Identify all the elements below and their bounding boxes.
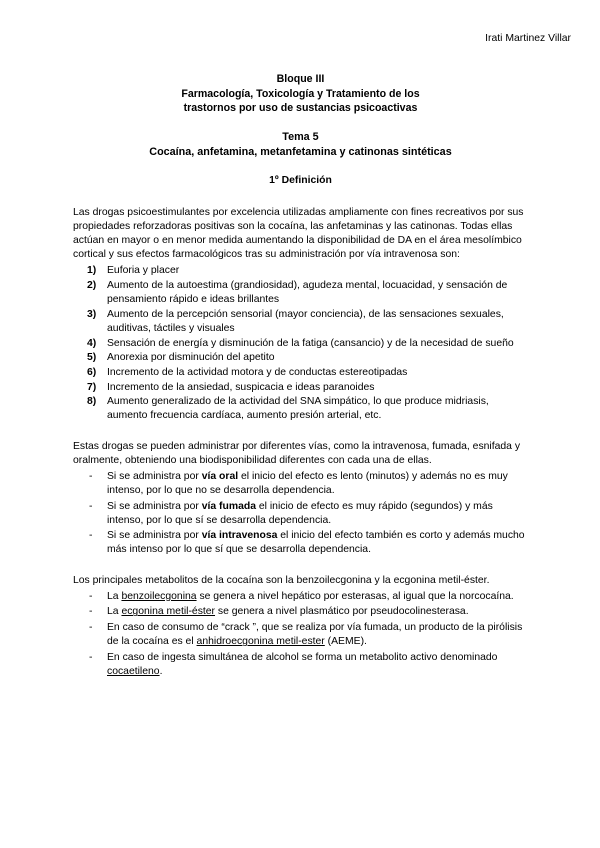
item-text: Incremento de la ansiedad, suspicacia e ideas paranoides — [107, 381, 375, 393]
block-title-line-1: Bloque III — [276, 73, 325, 86]
author-name: Irati Martinez Villar — [485, 33, 571, 44]
list-item — [73, 308, 528, 336]
item-number: 8) — [87, 396, 97, 408]
item-text: La — [107, 590, 122, 602]
item-text: Sensación de energía y disminución de la fatiga (cansancio) y de la necesidad de sueño — [107, 337, 514, 349]
dash-marker: - — [89, 651, 93, 663]
list-item — [73, 395, 528, 423]
routes-paragraph: Estas drogas se pueden administrar por diferentes vías, como la intravenosa, fumada, esnifada y oralmente, obteniendo una biodisponibilidad diferentes con cada una de ellas. — [73, 440, 521, 466]
item-text: Euforia y placer — [107, 265, 180, 277]
list-item — [73, 366, 528, 380]
metabolite-name: anhidroecgonina metil-ester — [196, 636, 325, 648]
item-text: Si se administra por — [107, 470, 202, 482]
dash-marker: - — [89, 606, 93, 618]
block-title — [73, 72, 528, 116]
item-text: En caso de consumo de “crack ”, que se realiza por vía fumada, un producto de la pirólisis de la cocaína es el — [107, 622, 523, 648]
list-item — [73, 470, 528, 498]
metabolites-paragraph: Los principales metabolitos de la cocaína son la benzoilecgonina y la ecgonina metil-éster. — [73, 574, 490, 586]
route-name: vía oral — [201, 470, 239, 482]
item-number: 6) — [87, 366, 97, 378]
list-item — [73, 590, 528, 604]
item-text: el inicio de efecto es muy rápido (segundos) y más intenso, por lo que sí se desarrolla dependencia. — [107, 500, 493, 526]
route-name: vía intravenosa — [201, 530, 278, 542]
effects-list — [73, 264, 528, 423]
item-text: se genera a nivel hepático por esterasas, al igual que la norcocaína. — [196, 590, 514, 602]
item-number: 4) — [87, 337, 97, 349]
item-text: La — [107, 606, 122, 618]
item-text: se genera a nivel plasmático por pseudocolinesterasa. — [215, 606, 469, 618]
block-title-line-2: Farmacología, Toxicología y Tratamiento de los — [181, 87, 420, 100]
item-text: Incremento de la actividad motora y de conductas estereotipadas — [107, 366, 408, 378]
item-text: el inicio del efecto también es corto y además mucho más intenso por lo que sí que se desarrolla dependencia. — [107, 530, 525, 556]
metabolite-name: ecgonina metil-éster — [121, 606, 216, 618]
metabolite-name: benzoilecgonina — [121, 590, 197, 602]
item-text: Aumento de la autoestima (grandiosidad), agudeza mental, locuacidad, y sensación de pensamiento rápido e ideas brillantes — [107, 280, 508, 306]
metabolites-list — [73, 590, 528, 679]
item-text: . — [159, 665, 163, 677]
metabolite-name: cocaetileno — [107, 665, 160, 677]
topic-title — [73, 130, 528, 160]
list-item — [73, 651, 528, 679]
section-heading: 1º Definición — [269, 174, 332, 186]
dash-marker: - — [89, 622, 93, 634]
topic-number: Tema 5 — [282, 130, 319, 143]
list-item — [73, 500, 528, 528]
item-text: (AEME). — [324, 636, 367, 648]
intro-paragraph: Las drogas psicoestimulantes por excelencia utilizadas ampliamente con fines recreativos por sus propiedades reforzadoras positivas son la cocaína, las anfetaminas y las catinonas. Todas ellas actúan en mayor o en menor medida aumentando la disponibilidad de DA en el área mesolímbico cortical y sus efectos farmacológicos tras su administración por vía intravenosa son: — [73, 206, 524, 261]
topic-name: Cocaína, anfetamina, metanfetamina y catinonas sintéticas — [149, 145, 452, 158]
block-title-line-3: trastornos por uso de sustancias psicoactivas — [183, 102, 418, 115]
list-item — [73, 605, 528, 619]
list-item — [73, 351, 528, 365]
item-number: 1) — [87, 265, 97, 277]
dash-marker: - — [89, 470, 93, 482]
item-text: Aumento generalizado de la actividad del SNA simpático, lo que produce midriasis, aumento frecuencia cardíaca, aumento presión arterial, etc. — [107, 396, 489, 422]
route-name: vía fumada — [201, 500, 257, 512]
dash-marker: - — [89, 500, 93, 512]
item-number: 5) — [87, 352, 97, 364]
item-text: Si se administra por — [107, 500, 202, 512]
list-item — [73, 381, 528, 395]
item-text: Si se administra por — [107, 530, 202, 542]
dash-marker: - — [89, 590, 93, 602]
dash-marker: - — [89, 530, 93, 542]
item-number: 7) — [87, 381, 97, 393]
list-item — [73, 337, 528, 351]
list-item — [73, 529, 528, 557]
item-text: el inicio del efecto es lento (minutos) y además no es muy intenso, por lo que no se desarrolla dependencia. — [107, 470, 508, 496]
item-text: En caso de ingesta simultánea de alcohol se forma un metabolito activo denominado — [107, 651, 498, 663]
item-text: Anorexia por disminución del apetito — [107, 352, 275, 364]
routes-list — [73, 470, 528, 558]
list-item — [73, 264, 528, 278]
item-text: Aumento de la percepción sensorial (mayor conciencia), de las sensaciones sexuales, auditivas, táctiles y visuales — [107, 308, 504, 335]
list-item — [73, 621, 528, 649]
item-number: 3) — [87, 308, 97, 320]
item-number: 2) — [87, 280, 97, 292]
list-item — [73, 279, 528, 307]
